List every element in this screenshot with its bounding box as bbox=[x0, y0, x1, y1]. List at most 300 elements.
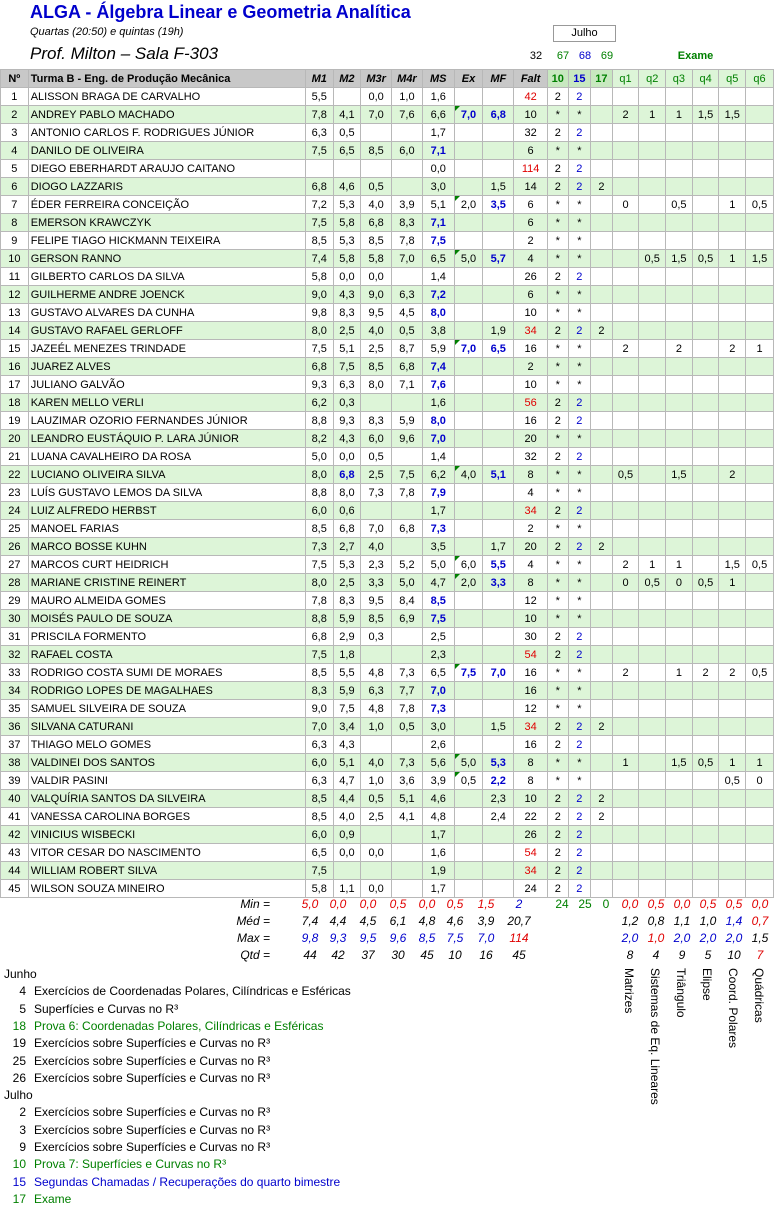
cell bbox=[719, 484, 746, 502]
cell: 2,0 bbox=[454, 574, 483, 592]
cell: 0,3 bbox=[333, 394, 361, 412]
cell: 3,3 bbox=[361, 574, 392, 592]
cell bbox=[454, 880, 483, 898]
cell: 6,0 bbox=[305, 826, 333, 844]
cell bbox=[612, 772, 639, 790]
table-row bbox=[1, 628, 774, 646]
cell bbox=[639, 160, 666, 178]
stat-value: 7,4 bbox=[301, 914, 319, 928]
cell: 6,0 bbox=[392, 142, 423, 160]
cell bbox=[483, 862, 514, 880]
cell bbox=[454, 394, 483, 412]
cell bbox=[692, 538, 719, 556]
cell: 34 bbox=[1, 682, 29, 700]
stat-value: 5,0 bbox=[301, 897, 319, 911]
cell: 6,3 bbox=[361, 682, 392, 700]
cell bbox=[454, 862, 483, 880]
cell: * bbox=[568, 772, 591, 790]
cell bbox=[746, 736, 774, 754]
column-header: 17 bbox=[591, 70, 613, 88]
topic-text: Coord. Polares bbox=[726, 968, 740, 1049]
cell bbox=[746, 484, 774, 502]
cell: GUSTAVO ALVARES DA CUNHA bbox=[28, 304, 305, 322]
cell: * bbox=[568, 340, 591, 358]
cell bbox=[666, 610, 693, 628]
cell: 56 bbox=[514, 394, 548, 412]
cell: 9,8 bbox=[305, 304, 333, 322]
cell bbox=[591, 340, 613, 358]
cell bbox=[591, 484, 613, 502]
schedule-item bbox=[4, 1034, 270, 1052]
cell: 2 bbox=[719, 340, 746, 358]
cell bbox=[483, 142, 514, 160]
cell: 5,7 bbox=[483, 250, 514, 268]
cell bbox=[361, 646, 392, 664]
cell: 1 bbox=[746, 754, 774, 772]
cell bbox=[666, 844, 693, 862]
cell: 2,7 bbox=[333, 538, 361, 556]
cell bbox=[692, 214, 719, 232]
cell: 1 bbox=[639, 556, 666, 574]
cell: 8,8 bbox=[305, 484, 333, 502]
cell bbox=[666, 430, 693, 448]
cell bbox=[719, 376, 746, 394]
cell: 8,7 bbox=[392, 340, 423, 358]
cell bbox=[666, 682, 693, 700]
cell: 1 bbox=[666, 664, 693, 682]
cell: 10 bbox=[514, 106, 548, 124]
cell: * bbox=[548, 592, 569, 610]
cell: 7,3 bbox=[361, 484, 392, 502]
cell bbox=[746, 610, 774, 628]
table-row bbox=[1, 790, 774, 808]
cell: 7,4 bbox=[305, 250, 333, 268]
cell bbox=[692, 394, 719, 412]
cell: * bbox=[568, 466, 591, 484]
cell: 7,8 bbox=[305, 106, 333, 124]
cell bbox=[692, 700, 719, 718]
schedule-item bbox=[4, 1173, 340, 1191]
cell bbox=[591, 358, 613, 376]
cell bbox=[483, 610, 514, 628]
cell: 5,3 bbox=[333, 196, 361, 214]
cell: 7,8 bbox=[392, 232, 423, 250]
cell bbox=[639, 628, 666, 646]
cell: 2 bbox=[548, 268, 569, 286]
cell bbox=[454, 646, 483, 664]
table-row bbox=[1, 394, 774, 412]
cell bbox=[639, 754, 666, 772]
cell bbox=[639, 142, 666, 160]
cell: 1,7 bbox=[422, 880, 454, 898]
cell bbox=[361, 124, 392, 142]
stat-value: 8,5 bbox=[418, 931, 436, 945]
cell bbox=[666, 142, 693, 160]
stat-value: 42 bbox=[331, 948, 345, 962]
cell bbox=[666, 826, 693, 844]
cell bbox=[612, 880, 639, 898]
cell: 5,8 bbox=[333, 214, 361, 232]
cell: 2 bbox=[568, 790, 591, 808]
schedule-day: 18 bbox=[12, 1018, 26, 1033]
stat-value: 2 bbox=[515, 897, 523, 911]
cell: 2 bbox=[548, 628, 569, 646]
cell bbox=[692, 304, 719, 322]
cell: 26 bbox=[514, 268, 548, 286]
cell bbox=[719, 358, 746, 376]
column-header: q3 bbox=[666, 70, 693, 88]
cell: 2 bbox=[591, 178, 613, 196]
cell bbox=[746, 178, 774, 196]
exam-stat-value: 1,0 bbox=[699, 914, 717, 928]
cell bbox=[639, 610, 666, 628]
cell: 5,3 bbox=[483, 754, 514, 772]
cell bbox=[454, 232, 483, 250]
cell bbox=[692, 160, 719, 178]
table-row bbox=[1, 808, 774, 826]
cell: 44 bbox=[1, 862, 29, 880]
cell bbox=[692, 880, 719, 898]
cell: 0,0 bbox=[333, 448, 361, 466]
topic-text: Triângulo bbox=[674, 968, 688, 1018]
cell: 0,0 bbox=[361, 88, 392, 106]
cell bbox=[666, 448, 693, 466]
cell: 10 bbox=[514, 304, 548, 322]
cell: 2 bbox=[568, 808, 591, 826]
class-schedule: Quartas (20:50) e quintas (19h) bbox=[30, 26, 184, 38]
cell: 8,0 bbox=[361, 376, 392, 394]
cell bbox=[719, 178, 746, 196]
table-row bbox=[1, 826, 774, 844]
cell: * bbox=[548, 106, 569, 124]
cell: 5,8 bbox=[333, 250, 361, 268]
column-header: MS bbox=[422, 70, 454, 88]
cell bbox=[591, 862, 613, 880]
stat-value: 9,3 bbox=[329, 931, 347, 945]
cell: 4,0 bbox=[361, 538, 392, 556]
cell: 24 bbox=[514, 880, 548, 898]
cell: 1,5 bbox=[746, 250, 774, 268]
table-row bbox=[1, 502, 774, 520]
table-row bbox=[1, 322, 774, 340]
cell bbox=[746, 862, 774, 880]
cell bbox=[719, 232, 746, 250]
cell: * bbox=[548, 754, 569, 772]
cell: 4,0 bbox=[333, 808, 361, 826]
cell bbox=[746, 358, 774, 376]
cell bbox=[483, 214, 514, 232]
cell: GERSON RANNO bbox=[28, 250, 305, 268]
cell: 2 bbox=[548, 880, 569, 898]
cell: RODRIGO LOPES DE MAGALHAES bbox=[28, 682, 305, 700]
cell: 6,8 bbox=[483, 106, 514, 124]
cell: 40 bbox=[1, 790, 29, 808]
exam-stat-value: 0,7 bbox=[751, 914, 769, 928]
cell: 2 bbox=[568, 88, 591, 106]
cell bbox=[454, 160, 483, 178]
cell: 18 bbox=[1, 394, 29, 412]
cell: 8,2 bbox=[305, 430, 333, 448]
cell: 2 bbox=[591, 538, 613, 556]
cell: 2 bbox=[548, 160, 569, 178]
cell: * bbox=[548, 214, 569, 232]
cell bbox=[612, 394, 639, 412]
schedule-item bbox=[4, 1190, 71, 1208]
cell: 7,5 bbox=[305, 556, 333, 574]
cell bbox=[483, 286, 514, 304]
cell: 5,5 bbox=[483, 556, 514, 574]
stat-value: 45 bbox=[420, 948, 434, 962]
cell bbox=[454, 790, 483, 808]
cell: LUANA CAVALHEIRO DA ROSA bbox=[28, 448, 305, 466]
cell: 16 bbox=[514, 682, 548, 700]
cell: 7,2 bbox=[305, 196, 333, 214]
cell: 8,5 bbox=[361, 358, 392, 376]
cell: 8,5 bbox=[305, 232, 333, 250]
table-row bbox=[1, 844, 774, 862]
cell: * bbox=[568, 214, 591, 232]
cell: LAUZIMAR OZORIO FERNANDES JÚNIOR bbox=[28, 412, 305, 430]
cell bbox=[454, 322, 483, 340]
cell bbox=[483, 736, 514, 754]
cell bbox=[483, 826, 514, 844]
cell: 2,3 bbox=[483, 790, 514, 808]
cell bbox=[666, 736, 693, 754]
stat-value: 114 bbox=[509, 931, 529, 945]
cell: DIEGO EBERHARDT ARAUJO CAITANO bbox=[28, 160, 305, 178]
cell bbox=[591, 160, 613, 178]
cell bbox=[612, 448, 639, 466]
exam-stat-value: 0,0 bbox=[621, 897, 639, 911]
cell bbox=[746, 268, 774, 286]
cell: 2 bbox=[719, 664, 746, 682]
schedule-text: Exercícios sobre Superfícies e Curvas no R³ bbox=[34, 1105, 271, 1120]
cell bbox=[483, 682, 514, 700]
cell bbox=[639, 682, 666, 700]
cell: 2 bbox=[514, 232, 548, 250]
stat-value: 7,0 bbox=[477, 931, 495, 945]
header-row bbox=[1, 70, 774, 88]
cell bbox=[454, 718, 483, 736]
cell bbox=[483, 646, 514, 664]
cell: 4 bbox=[514, 556, 548, 574]
cell: 5,3 bbox=[333, 232, 361, 250]
cell: 0,6 bbox=[333, 502, 361, 520]
cell: 4,0 bbox=[361, 196, 392, 214]
cell: 2 bbox=[514, 520, 548, 538]
cell: 5,9 bbox=[392, 412, 423, 430]
exam-stat-value: 0,5 bbox=[725, 897, 743, 911]
cell: 16 bbox=[1, 358, 29, 376]
cell bbox=[746, 430, 774, 448]
stat-value: 0,0 bbox=[329, 897, 347, 911]
cell bbox=[666, 286, 693, 304]
cell bbox=[692, 592, 719, 610]
cell: 5,8 bbox=[305, 880, 333, 898]
header-num: 69 bbox=[600, 50, 614, 62]
cell: * bbox=[568, 196, 591, 214]
exam-stat-value: 1,1 bbox=[673, 914, 691, 928]
column-header: M2 bbox=[333, 70, 361, 88]
cell bbox=[692, 322, 719, 340]
cell bbox=[666, 502, 693, 520]
cell bbox=[719, 502, 746, 520]
cell: GUSTAVO RAFAEL GERLOFF bbox=[28, 322, 305, 340]
cell bbox=[591, 646, 613, 664]
cell bbox=[612, 484, 639, 502]
table-row bbox=[1, 592, 774, 610]
cell bbox=[746, 286, 774, 304]
cell: 8,4 bbox=[392, 592, 423, 610]
exam-stat-value: 0,8 bbox=[647, 914, 665, 928]
cell: 1,4 bbox=[422, 448, 454, 466]
cell: 0,5 bbox=[361, 448, 392, 466]
cell: 20 bbox=[514, 538, 548, 556]
cell: 6,8 bbox=[392, 358, 423, 376]
cell: 29 bbox=[1, 592, 29, 610]
cell bbox=[666, 718, 693, 736]
cell bbox=[483, 520, 514, 538]
cell: 2 bbox=[568, 412, 591, 430]
cell: 3,5 bbox=[483, 196, 514, 214]
cell bbox=[639, 376, 666, 394]
cell bbox=[483, 268, 514, 286]
cell bbox=[454, 520, 483, 538]
cell: 7,0 bbox=[483, 664, 514, 682]
cell: 2 bbox=[548, 736, 569, 754]
table-row bbox=[1, 772, 774, 790]
cell: 7,8 bbox=[392, 484, 423, 502]
cell bbox=[719, 682, 746, 700]
cell bbox=[392, 628, 423, 646]
cell bbox=[612, 844, 639, 862]
cell: 8,3 bbox=[305, 682, 333, 700]
cell bbox=[392, 124, 423, 142]
cell bbox=[333, 88, 361, 106]
header-num: 32 bbox=[529, 50, 543, 62]
cell bbox=[746, 394, 774, 412]
cell: JULIANO GALVÃO bbox=[28, 376, 305, 394]
cell: 26 bbox=[1, 538, 29, 556]
cell: 1 bbox=[719, 196, 746, 214]
cell: 42 bbox=[514, 88, 548, 106]
topic-text: Elipse bbox=[700, 968, 714, 1001]
cell bbox=[746, 628, 774, 646]
grades-table bbox=[0, 69, 774, 898]
cell bbox=[639, 466, 666, 484]
stat-value: 44 bbox=[303, 948, 317, 962]
stat-value: 0,5 bbox=[389, 897, 407, 911]
schedule-text: Segundas Chamadas / Recuperações do quarto bimestre bbox=[34, 1174, 341, 1189]
cell bbox=[666, 520, 693, 538]
cell bbox=[639, 790, 666, 808]
cell bbox=[612, 538, 639, 556]
cell bbox=[483, 304, 514, 322]
cell: 16 bbox=[514, 736, 548, 754]
cell: 2 bbox=[548, 538, 569, 556]
cell bbox=[483, 844, 514, 862]
cell: 6,3 bbox=[392, 286, 423, 304]
cell bbox=[454, 538, 483, 556]
table-row bbox=[1, 538, 774, 556]
schedule-month: Junho bbox=[4, 967, 37, 981]
cell: MOISÉS PAULO DE SOUZA bbox=[28, 610, 305, 628]
cell bbox=[719, 160, 746, 178]
cell: 2 bbox=[591, 718, 613, 736]
cell: 2 bbox=[548, 844, 569, 862]
cell: 2 bbox=[548, 502, 569, 520]
cell: 5,0 bbox=[422, 556, 454, 574]
cell: * bbox=[548, 574, 569, 592]
cell bbox=[746, 502, 774, 520]
cell: 6 bbox=[1, 178, 29, 196]
cell: 16 bbox=[514, 664, 548, 682]
cell: * bbox=[548, 196, 569, 214]
cell: 8,5 bbox=[361, 232, 392, 250]
cell: 6,3 bbox=[305, 124, 333, 142]
cell: 7,2 bbox=[422, 286, 454, 304]
cell bbox=[719, 124, 746, 142]
stat-value: 4,6 bbox=[446, 914, 464, 928]
table-row bbox=[1, 412, 774, 430]
cell bbox=[454, 448, 483, 466]
cell: 2,3 bbox=[422, 646, 454, 664]
cell bbox=[361, 502, 392, 520]
cell bbox=[612, 178, 639, 196]
column-header: M4r bbox=[392, 70, 423, 88]
cell: GUILHERME ANDRE JOENCK bbox=[28, 286, 305, 304]
cell: 6,5 bbox=[305, 844, 333, 862]
cell bbox=[454, 592, 483, 610]
cell: 3,4 bbox=[333, 718, 361, 736]
cell bbox=[692, 88, 719, 106]
cell: 10 bbox=[1, 250, 29, 268]
cell: GILBERTO CARLOS DA SILVA bbox=[28, 268, 305, 286]
cell: 9,3 bbox=[333, 412, 361, 430]
cell bbox=[666, 790, 693, 808]
schedule-day: 9 bbox=[19, 1140, 26, 1154]
schedule-text: Exame bbox=[34, 1191, 72, 1206]
cell bbox=[639, 718, 666, 736]
topic-label bbox=[622, 968, 638, 1198]
cell: 6,0 bbox=[305, 502, 333, 520]
cell: 8 bbox=[514, 466, 548, 484]
schedule-text: Exercícios de Coordenadas Polares, Cilíndricas e Esféricas bbox=[34, 984, 351, 999]
cell: 4,8 bbox=[361, 664, 392, 682]
cell: 5,0 bbox=[305, 448, 333, 466]
cell bbox=[612, 790, 639, 808]
cell: 7,0 bbox=[454, 106, 483, 124]
cell: EMERSON KRAWCZYK bbox=[28, 214, 305, 232]
cell: 20 bbox=[1, 430, 29, 448]
cell bbox=[639, 196, 666, 214]
cell: 5,1 bbox=[483, 466, 514, 484]
stat-value: 37 bbox=[361, 948, 375, 962]
cell: 6,6 bbox=[422, 106, 454, 124]
table-row bbox=[1, 520, 774, 538]
cell: 7,9 bbox=[422, 484, 454, 502]
cell: 114 bbox=[514, 160, 548, 178]
cell: 6,8 bbox=[361, 214, 392, 232]
cell: 4,1 bbox=[392, 808, 423, 826]
cell: 4,0 bbox=[454, 466, 483, 484]
cell: VANESSA CAROLINA BORGES bbox=[28, 808, 305, 826]
table-row bbox=[1, 214, 774, 232]
cell: * bbox=[568, 520, 591, 538]
column-header: M1 bbox=[305, 70, 333, 88]
cell: 8,0 bbox=[422, 304, 454, 322]
cell bbox=[392, 826, 423, 844]
